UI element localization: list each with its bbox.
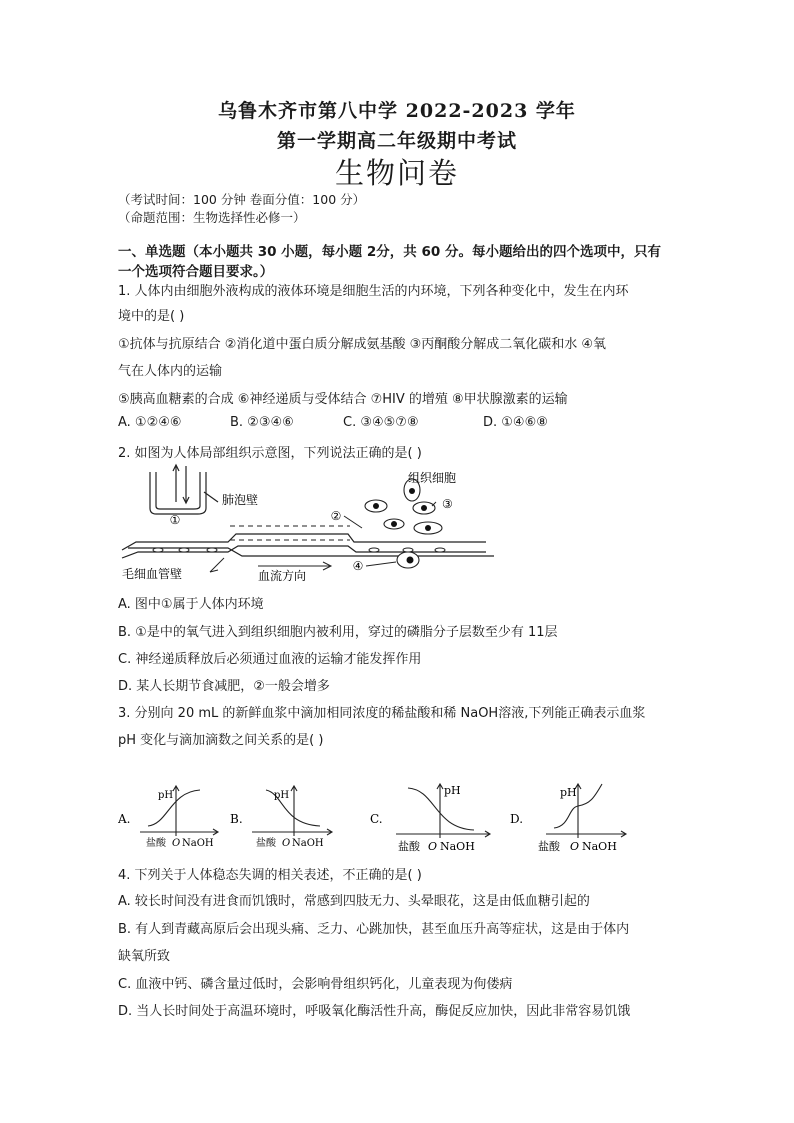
exam-subject-title: 生物问卷	[334, 156, 459, 190]
svg-text:B.: B.	[230, 812, 243, 826]
exam-scope-info: （命题范围：生物选择性必修一）	[118, 210, 306, 225]
q1-items-line2: 气在人体内的运输	[118, 364, 223, 379]
svg-text:NaOH: NaOH	[582, 840, 617, 853]
exam-title-line1: 乌鲁木齐市第八中学 2022-2023 学年	[218, 100, 576, 122]
svg-text:pH: pH	[158, 790, 174, 801]
svg-text:盐酸: 盐酸	[256, 838, 276, 849]
svg-text:盐酸: 盐酸	[538, 840, 560, 853]
q3-stem-line2: pH 变化与滴加滴数之间关系的是( )	[118, 733, 324, 748]
exam-title-line2: 第一学期高二年级期中考试	[276, 130, 517, 152]
svg-text:pH: pH	[274, 790, 290, 801]
q1-option-a: A. ①②④⑥	[118, 415, 182, 430]
q1-stem-line1: 1. 人体内由细胞外液构成的液体环境是细胞生活的内环境，下列各种变化中，发生在内环	[118, 284, 629, 299]
q2-label-tissue-cell: 组织细胞	[408, 471, 457, 485]
q2-mark-2: ②	[330, 509, 342, 523]
q2-stem: 2. 如图为人体局部组织示意图，下列说法正确的是( )	[118, 446, 422, 461]
exam-time-info: （考试时间：100 分钟 卷面分值：100 分）	[118, 192, 366, 207]
q1-option-b: B. ②③④⑥	[230, 415, 294, 430]
q3-stem-line1: 3. 分别向 20 mL 的新鲜血浆中滴加相同浓度的稀盐酸和稀 NaOH溶液,下列能正确表示血浆	[118, 706, 646, 721]
q3-graph-c	[370, 778, 496, 854]
q4-option-a: A. 较长时间没有进食而饥饿时，常感到四肢无力、头晕眼花，这是由低血糖引起的	[118, 894, 590, 909]
svg-text:NaOH: NaOH	[182, 838, 214, 849]
q2-option-d: D. 某人长期节食减肥，②一般会增多	[118, 679, 330, 694]
svg-text:NaOH: NaOH	[292, 838, 324, 849]
svg-text:O: O	[282, 838, 291, 849]
q2-option-a: A. 图中①属于人体内环境	[118, 597, 264, 612]
svg-text:O: O	[428, 840, 438, 853]
q4-stem: 4. 下列关于人体稳态失调的相关表述，不正确的是( )	[118, 868, 422, 883]
svg-text:O: O	[172, 838, 181, 849]
q3-graph-b	[230, 780, 340, 852]
svg-text:盐酸: 盐酸	[146, 838, 166, 849]
q1-items-line3: ⑤胰高血糖素的合成 ⑥神经递质与受体结合 ⑦HIV 的增殖 ⑧甲状腺激素的运输	[118, 392, 568, 407]
q4-option-b-line2: 缺氧所致	[118, 949, 171, 964]
svg-text:A.: A.	[118, 812, 131, 826]
svg-text:盐酸: 盐酸	[398, 840, 420, 853]
svg-text:D.: D.	[510, 812, 524, 826]
q2-label-capillary: 毛细血管壁	[122, 567, 183, 581]
q2-option-b: B. ①是中的氧气进入到组织细胞内被利用，穿过的磷脂分子层数至少有 11层	[118, 625, 558, 640]
q3-graph-a	[118, 780, 228, 852]
section-heading-line1: 一、单选题（本小题共 30 小题，每小题 2分，共 60 分。每小题给出的四个选项中，只有	[118, 244, 661, 260]
q1-option-d: D. ①④⑥⑧	[483, 415, 548, 430]
q2-mark-4: ④	[352, 559, 364, 573]
svg-text:pH: pH	[560, 786, 577, 799]
q1-stem-line2: 境中的是( )	[118, 309, 185, 324]
q2-option-c: C. 神经递质释放后必须通过血液的运输才能发挥作用	[118, 652, 422, 667]
q1-items-line1: ①抗体与抗原结合 ②消化道中蛋白质分解成氨基酸 ③丙酮酸分解成二氧化碳和水 ④氧	[118, 337, 607, 352]
q3-graph-d	[510, 778, 636, 854]
svg-text:pH: pH	[444, 784, 461, 797]
q1-option-c: C. ③④⑤⑦⑧	[343, 415, 419, 430]
q4-option-c: C. 血液中钙、磷含量过低时，会影响骨组织钙化，儿童表现为佝偻病	[118, 977, 513, 992]
q2-label-alveolus: 肺泡壁	[222, 493, 259, 507]
q2-mark-1: ①	[169, 513, 181, 527]
q4-option-b-line1: B. 有人到青藏高原后会出现头痛、乏力、心跳加快，甚至血压升高等症状，这是由于体内	[118, 922, 630, 937]
q2-tissue-diagram	[118, 462, 498, 588]
q4-option-d: D. 当人长时间处于高温环境时，呼吸氧化酶活性升高，酶促反应加快，因此非常容易饥饿	[118, 1004, 631, 1019]
section-heading-line2: 一个选项符合题目要求。）	[118, 264, 274, 280]
svg-text:NaOH: NaOH	[440, 840, 475, 853]
svg-text:C.: C.	[370, 812, 383, 826]
svg-text:O: O	[570, 840, 580, 853]
q2-mark-3: ③	[442, 497, 453, 511]
q2-label-flow: 血流方向	[258, 569, 307, 583]
